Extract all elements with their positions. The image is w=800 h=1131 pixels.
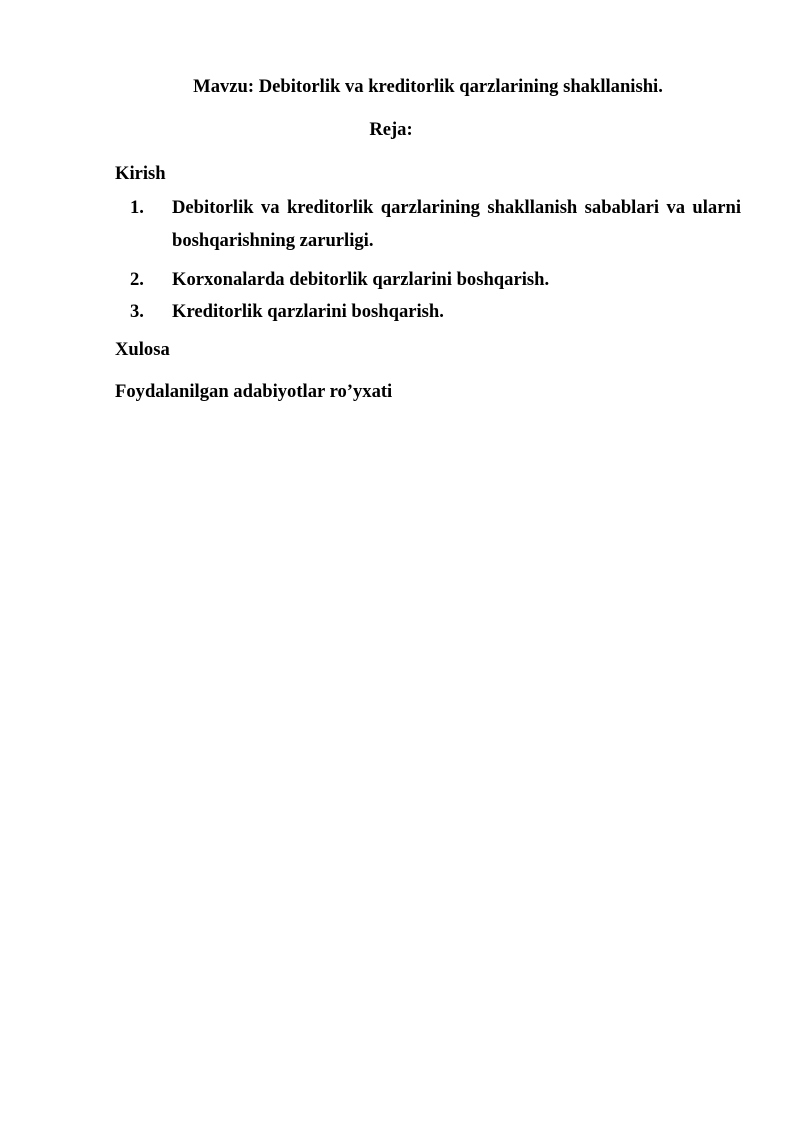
document-title: Mavzu: Debitorlik va kreditorlik qarzlarining shakllanishi. (193, 76, 663, 97)
plan-item-number: 1. (130, 197, 144, 218)
intro-heading: Kirish (115, 163, 166, 184)
plan-item-text-line1: Debitorlik va kreditorlik qarzlarining shakllanish sabablari va ularni (172, 197, 741, 218)
plan-heading: Reja: (369, 119, 413, 140)
plan-item-text: Kreditorlik qarzlarini boshqarish. (172, 301, 444, 322)
plan-item-text (172, 191, 741, 257)
plan-item-text-line2: boshqarishning zarurligi. (172, 230, 374, 251)
plan-item-number: 2. (130, 269, 144, 290)
plan-item-number: 3. (130, 301, 144, 322)
plan-item-text: Korxonalarda debitorlik qarzlarini boshqarish. (172, 269, 550, 290)
conclusion-heading: Xulosa (115, 339, 170, 360)
references-heading: Foydalanilgan adabiyotlar ro’yxati (115, 381, 393, 402)
